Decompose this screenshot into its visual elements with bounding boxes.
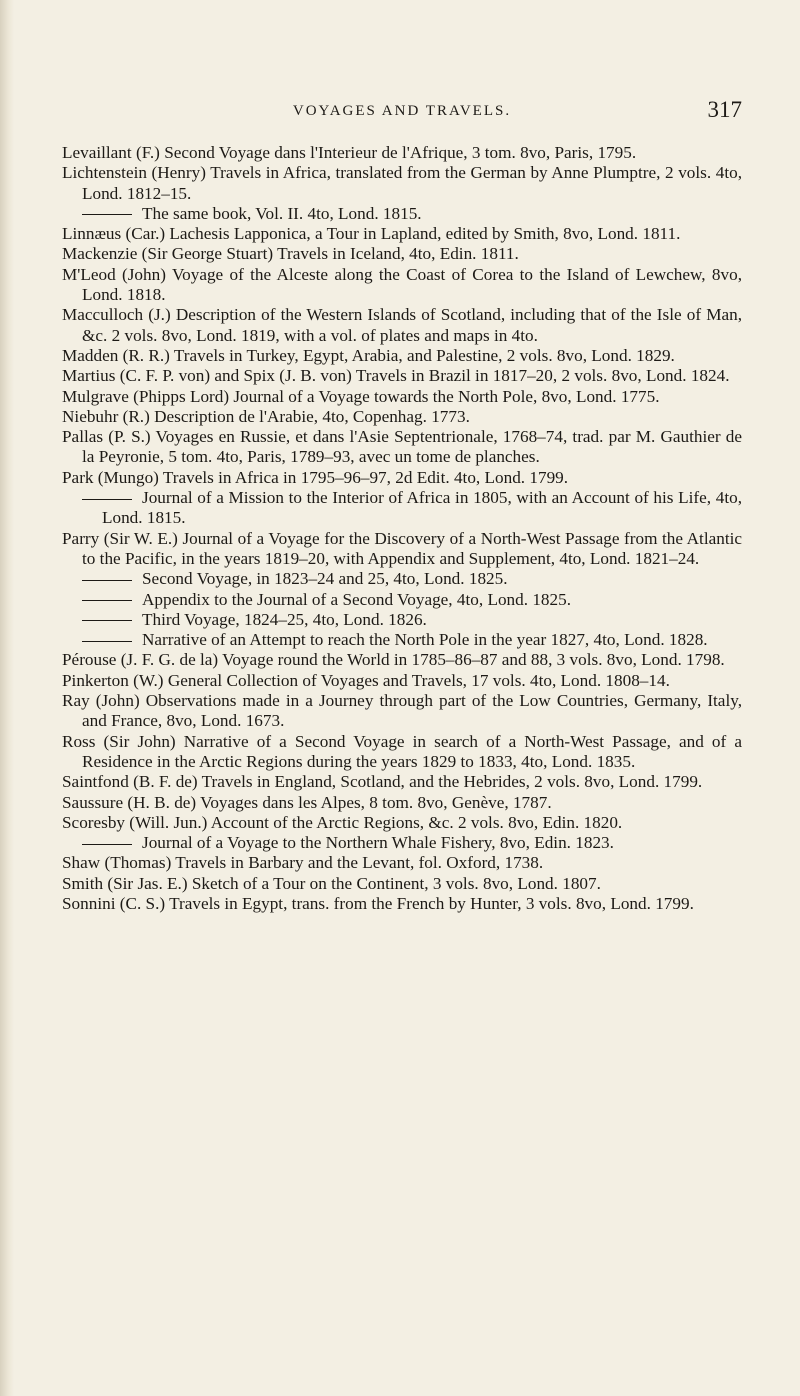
bibliography-entry: [62, 305, 742, 346]
ditto-dash: [82, 580, 132, 581]
entry-text: Park (Mungo) Travels in Africa in 1795–96–97, 2d Edit. 4to, Lond. 1799.: [62, 467, 569, 487]
bibliography-entry: [62, 650, 742, 670]
bibliography-entry: [62, 732, 742, 773]
bibliography-entry: [62, 894, 742, 914]
entry-text: Saussure (H. B. de) Voyages dans les Alpes, 8 tom. 8vo, Genève, 1787.: [62, 792, 552, 812]
bibliography-entry: [62, 630, 742, 650]
entry-text: Levaillant (F.) Second Voyage dans l'Interieur de l'Afrique, 3 tom. 8vo, Paris, 1795.: [62, 143, 637, 162]
entry-text: Saintfond (B. F. de) Travels in England, Scotland, and the Hebrides, 2 vols. 8vo, Lond. 1799.: [62, 772, 703, 792]
ditto-dash: [82, 214, 132, 215]
bibliography-entry: [62, 772, 742, 792]
page-header: [62, 97, 742, 133]
bibliography-entry: [62, 590, 742, 610]
bibliography-entry: [62, 874, 742, 894]
bibliography-entry: [62, 671, 742, 691]
bibliography-entry: [62, 853, 742, 873]
entry-text: Appendix to the Journal of a Second Voyage, 4to, Lond. 1825.: [142, 589, 571, 609]
entry-text: M'Leod (John) Voyage of the Alceste along the Coast of Corea to the Island of Lewchew, 8vo, Lond. 1818.: [62, 264, 742, 305]
bibliography-list: [62, 143, 742, 914]
entry-text: Ross (Sir John) Narrative of a Second Voyage in search of a North-West Passage, and of a Residence in the Arctic Regions during the years 1829 to 1833, 4to, Lond. 1835.: [62, 731, 742, 771]
ditto-dash: [82, 641, 132, 642]
page-gutter-shadow: [0, 0, 14, 1396]
page-number: 317: [707, 97, 742, 122]
entry-text: Lichtenstein (Henry) Travels in Africa, translated from the German by Anne Plumptre, 2 vols. 4to, Lond. 1812–15.: [62, 163, 742, 203]
bibliography-entry: [62, 407, 742, 427]
entry-text: Niebuhr (R.) Description de l'Arabie, 4to, Copenhag. 1773.: [62, 406, 470, 426]
entry-text: Sonnini (C. S.) Travels in Egypt, trans. from the French by Hunter, 3 vols. 8vo, Lond. 1799.: [62, 893, 694, 913]
running-title: VOYAGES AND TRAVELS.: [292, 103, 512, 119]
bibliography-entry: [62, 488, 742, 529]
bibliography-entry: [62, 244, 742, 264]
ditto-dash: [82, 499, 132, 500]
entry-text: Smith (Sir Jas. E.) Sketch of a Tour on the Continent, 3 vols. 8vo, Lond. 1807.: [62, 873, 601, 893]
entry-text: Macculloch (J.) Description of the Western Islands of Scotland, including that of the Isle of Man, &c. 2 vols. 8vo, Lond. 1819, with a vol. of plates and maps in 4to.: [62, 305, 742, 345]
entry-text: Mulgrave (Phipps Lord) Journal of a Voyage towards the North Pole, 8vo, Lond. 1775.: [62, 386, 660, 406]
bibliography-entry: [62, 468, 742, 488]
entry-text: Pallas (P. S.) Voyages en Russie, et dans l'Asie Septentrionale, 1768–74, trad. par M. Gauthier de la Peyronie, 5 tom. 4to, Paris, 1789–93, avec un tome de planches.: [62, 427, 742, 467]
bibliography-entry: [62, 204, 742, 224]
entry-text: The same book, Vol. II. 4to, Lond. 1815.: [142, 203, 422, 223]
entry-text: Madden (R. R.) Travels in Turkey, Egypt, Arabia, and Palestine, 2 vols. 8vo, Lond. 1829.: [62, 345, 675, 365]
entry-text: Pinkerton (W.) General Collection of Voyages and Travels, 17 vols. 4to, Lond. 1808–14.: [62, 670, 670, 690]
bibliography-entry: [62, 224, 742, 244]
entry-text: Linnæus (Car.) Lachesis Lapponica, a Tour in Lapland, edited by Smith, 8vo, Lond. 1811.: [62, 224, 681, 244]
ditto-dash: [82, 600, 132, 601]
bibliography-entry: [62, 833, 742, 853]
entry-text: Second Voyage, in 1823–24 and 25, 4to, Lond. 1825.: [142, 569, 508, 589]
entry-text: Ray (John) Observations made in a Journey through part of the Low Countries, Germany, Italy, and France, 8vo, Lond. 1673.: [62, 691, 742, 731]
entry-text: Third Voyage, 1824–25, 4to, Lond. 1826.: [142, 609, 427, 629]
entry-text: Journal of a Mission to the Interior of Africa in 1805, with an Account of his Life, 4to, Lond. 1815.: [102, 488, 742, 528]
entry-text: Narrative of an Attempt to reach the North Pole in the year 1827, 4to, Lond. 1828.: [142, 630, 708, 650]
entry-text: Pérouse (J. F. G. de la) Voyage round the World in 1785–86–87 and 88, 3 vols. 8vo, Lond. 1798.: [62, 650, 725, 670]
entry-text: Martius (C. F. P. von) and Spix (J. B. von) Travels in Brazil in 1817–20, 2 vols. 8vo, Lond. 1824.: [62, 366, 730, 386]
ditto-dash: [82, 844, 132, 845]
entry-text: Parry (Sir W. E.) Journal of a Voyage for the Discovery of a North-West Passage from the Atlantic to the Pacific, in the years 1819–20, with Appendix and Supplement, 4to, Lond. 1821–24.: [62, 528, 742, 568]
entry-text: Shaw (Thomas) Travels in Barbary and the Levant, fol. Oxford, 1738.: [62, 853, 544, 873]
entry-text: Scoresby (Will. Jun.) Account of the Arctic Regions, &c. 2 vols. 8vo, Edin. 1820.: [62, 812, 623, 832]
bibliography-entry: [62, 346, 742, 366]
entry-text: Journal of a Voyage to the Northern Whale Fishery, 8vo, Edin. 1823.: [142, 833, 614, 853]
bibliography-entry: [62, 569, 742, 589]
bibliography-entry: [62, 366, 742, 386]
bibliography-entry: [62, 427, 742, 468]
bibliography-entry: [62, 529, 742, 570]
ditto-dash: [82, 620, 132, 621]
bibliography-entry: [62, 143, 742, 163]
bibliography-entry: [62, 793, 742, 813]
bibliography-entry: [62, 163, 742, 204]
bibliography-entry: [62, 610, 742, 630]
bibliography-entry: [62, 265, 742, 306]
entry-text: Mackenzie (Sir George Stuart) Travels in Iceland, 4to, Edin. 1811.: [62, 244, 519, 264]
bibliography-entry: [62, 387, 742, 407]
bibliography-entry: [62, 691, 742, 732]
bibliography-entry: [62, 813, 742, 833]
